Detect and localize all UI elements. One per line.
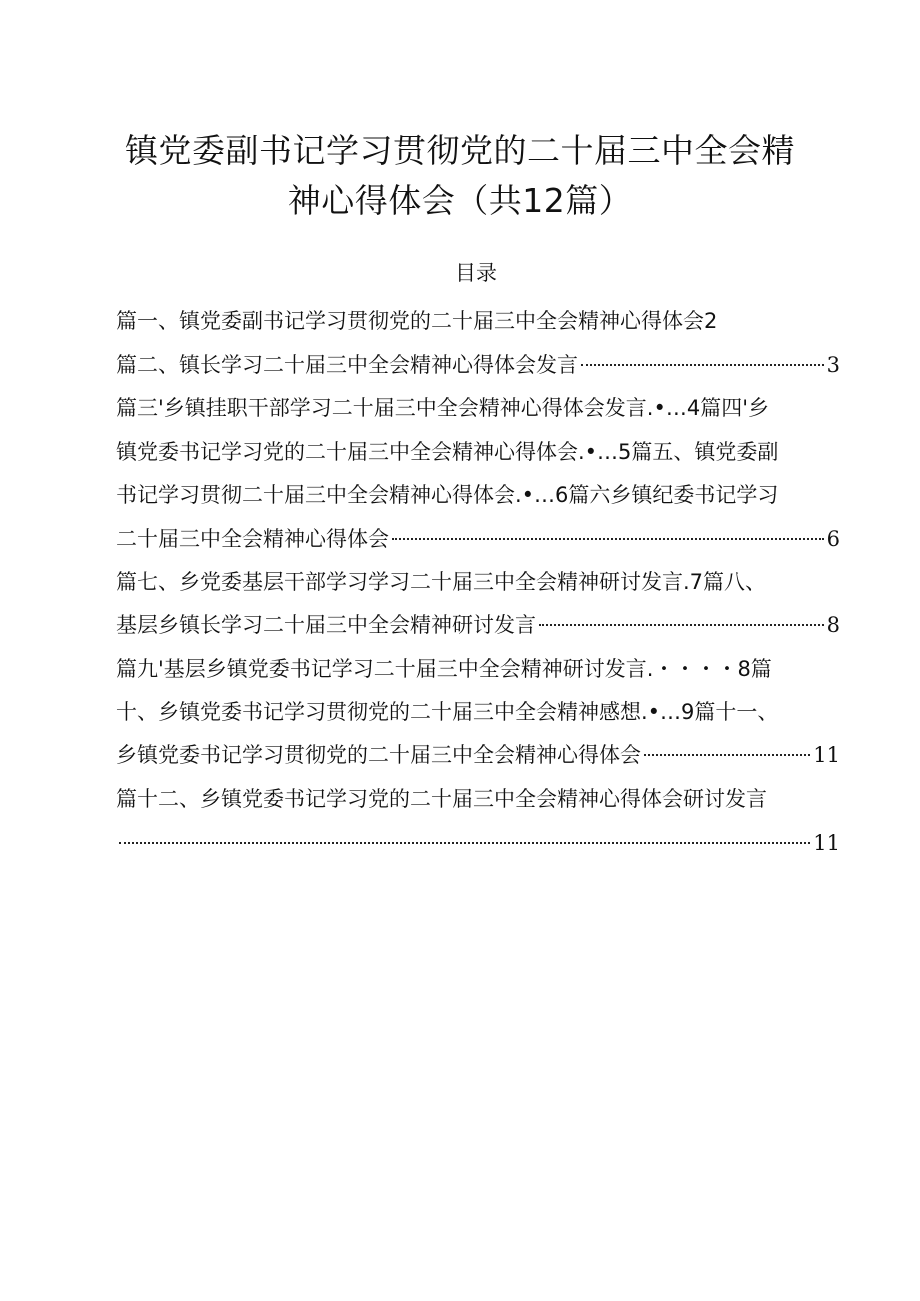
toc-dot-leader (644, 754, 810, 756)
toc-line[interactable] (116, 607, 840, 643)
toc-entry-text: 篇二、镇长学习二十届三中全会精神心得体会发言 (116, 353, 578, 377)
toc-line[interactable]: 篇七、乡党委基层干部学习学习二十届三中全会精神研讨发言.7篇八、 (116, 570, 767, 594)
toc-page-number: 8 (826, 613, 840, 637)
toc-line[interactable] (116, 737, 840, 773)
toc-dot-leader (392, 538, 824, 540)
toc-line[interactable] (116, 825, 840, 861)
toc-line[interactable] (116, 521, 840, 557)
toc-page-number: 6 (826, 527, 840, 551)
toc-page-number: 11 (813, 743, 840, 767)
toc-dot-leader (539, 624, 824, 626)
document-title-line-1: 镇党委副书记学习贯彻党的二十届三中全会精 (125, 131, 795, 170)
toc-line[interactable]: 十、乡镇党委书记学习贯彻党的二十届三中全会精神感想.•…9篇十一、 (116, 700, 779, 724)
toc-page-number: 11 (813, 831, 840, 855)
toc-dot-leader (581, 364, 824, 366)
toc-entry-text: 乡镇党委书记学习贯彻党的二十届三中全会精神心得体会 (116, 743, 641, 767)
toc-entry-text: 基层乡镇长学习二十届三中全会精神研讨发言 (116, 613, 536, 637)
toc-line[interactable]: 篇三'乡镇挂职干部学习二十届三中全会精神心得体会发言.•…4篇四'乡 (116, 396, 769, 420)
toc-line[interactable] (116, 347, 840, 383)
toc-page-number: 3 (826, 353, 840, 377)
toc-line[interactable]: 篇一、镇党委副书记学习贯彻党的二十届三中全会精神心得体会2 (116, 309, 718, 333)
toc-line[interactable]: 书记学习贯彻二十届三中全会精神心得体会.•…6篇六乡镇纪委书记学习 (116, 483, 779, 507)
document-title-line-2: 神心得体会（共12篇） (287, 181, 633, 220)
toc-line[interactable]: 篇十二、乡镇党委书记学习党的二十届三中全会精神心得体会研讨发言 (116, 787, 767, 811)
toc-heading: 目录 (455, 261, 497, 285)
toc-line[interactable]: 镇党委书记学习党的二十届三中全会精神心得体会.•…5篇五、镇党委副 (116, 440, 779, 464)
toc-dot-leader (119, 842, 810, 844)
toc-entry-text: 二十届三中全会精神心得体会 (116, 527, 389, 551)
toc-line[interactable]: 篇九'基层乡镇党委书记学习二十届三中全会精神研讨发言.・・・・8篇 (116, 657, 772, 681)
